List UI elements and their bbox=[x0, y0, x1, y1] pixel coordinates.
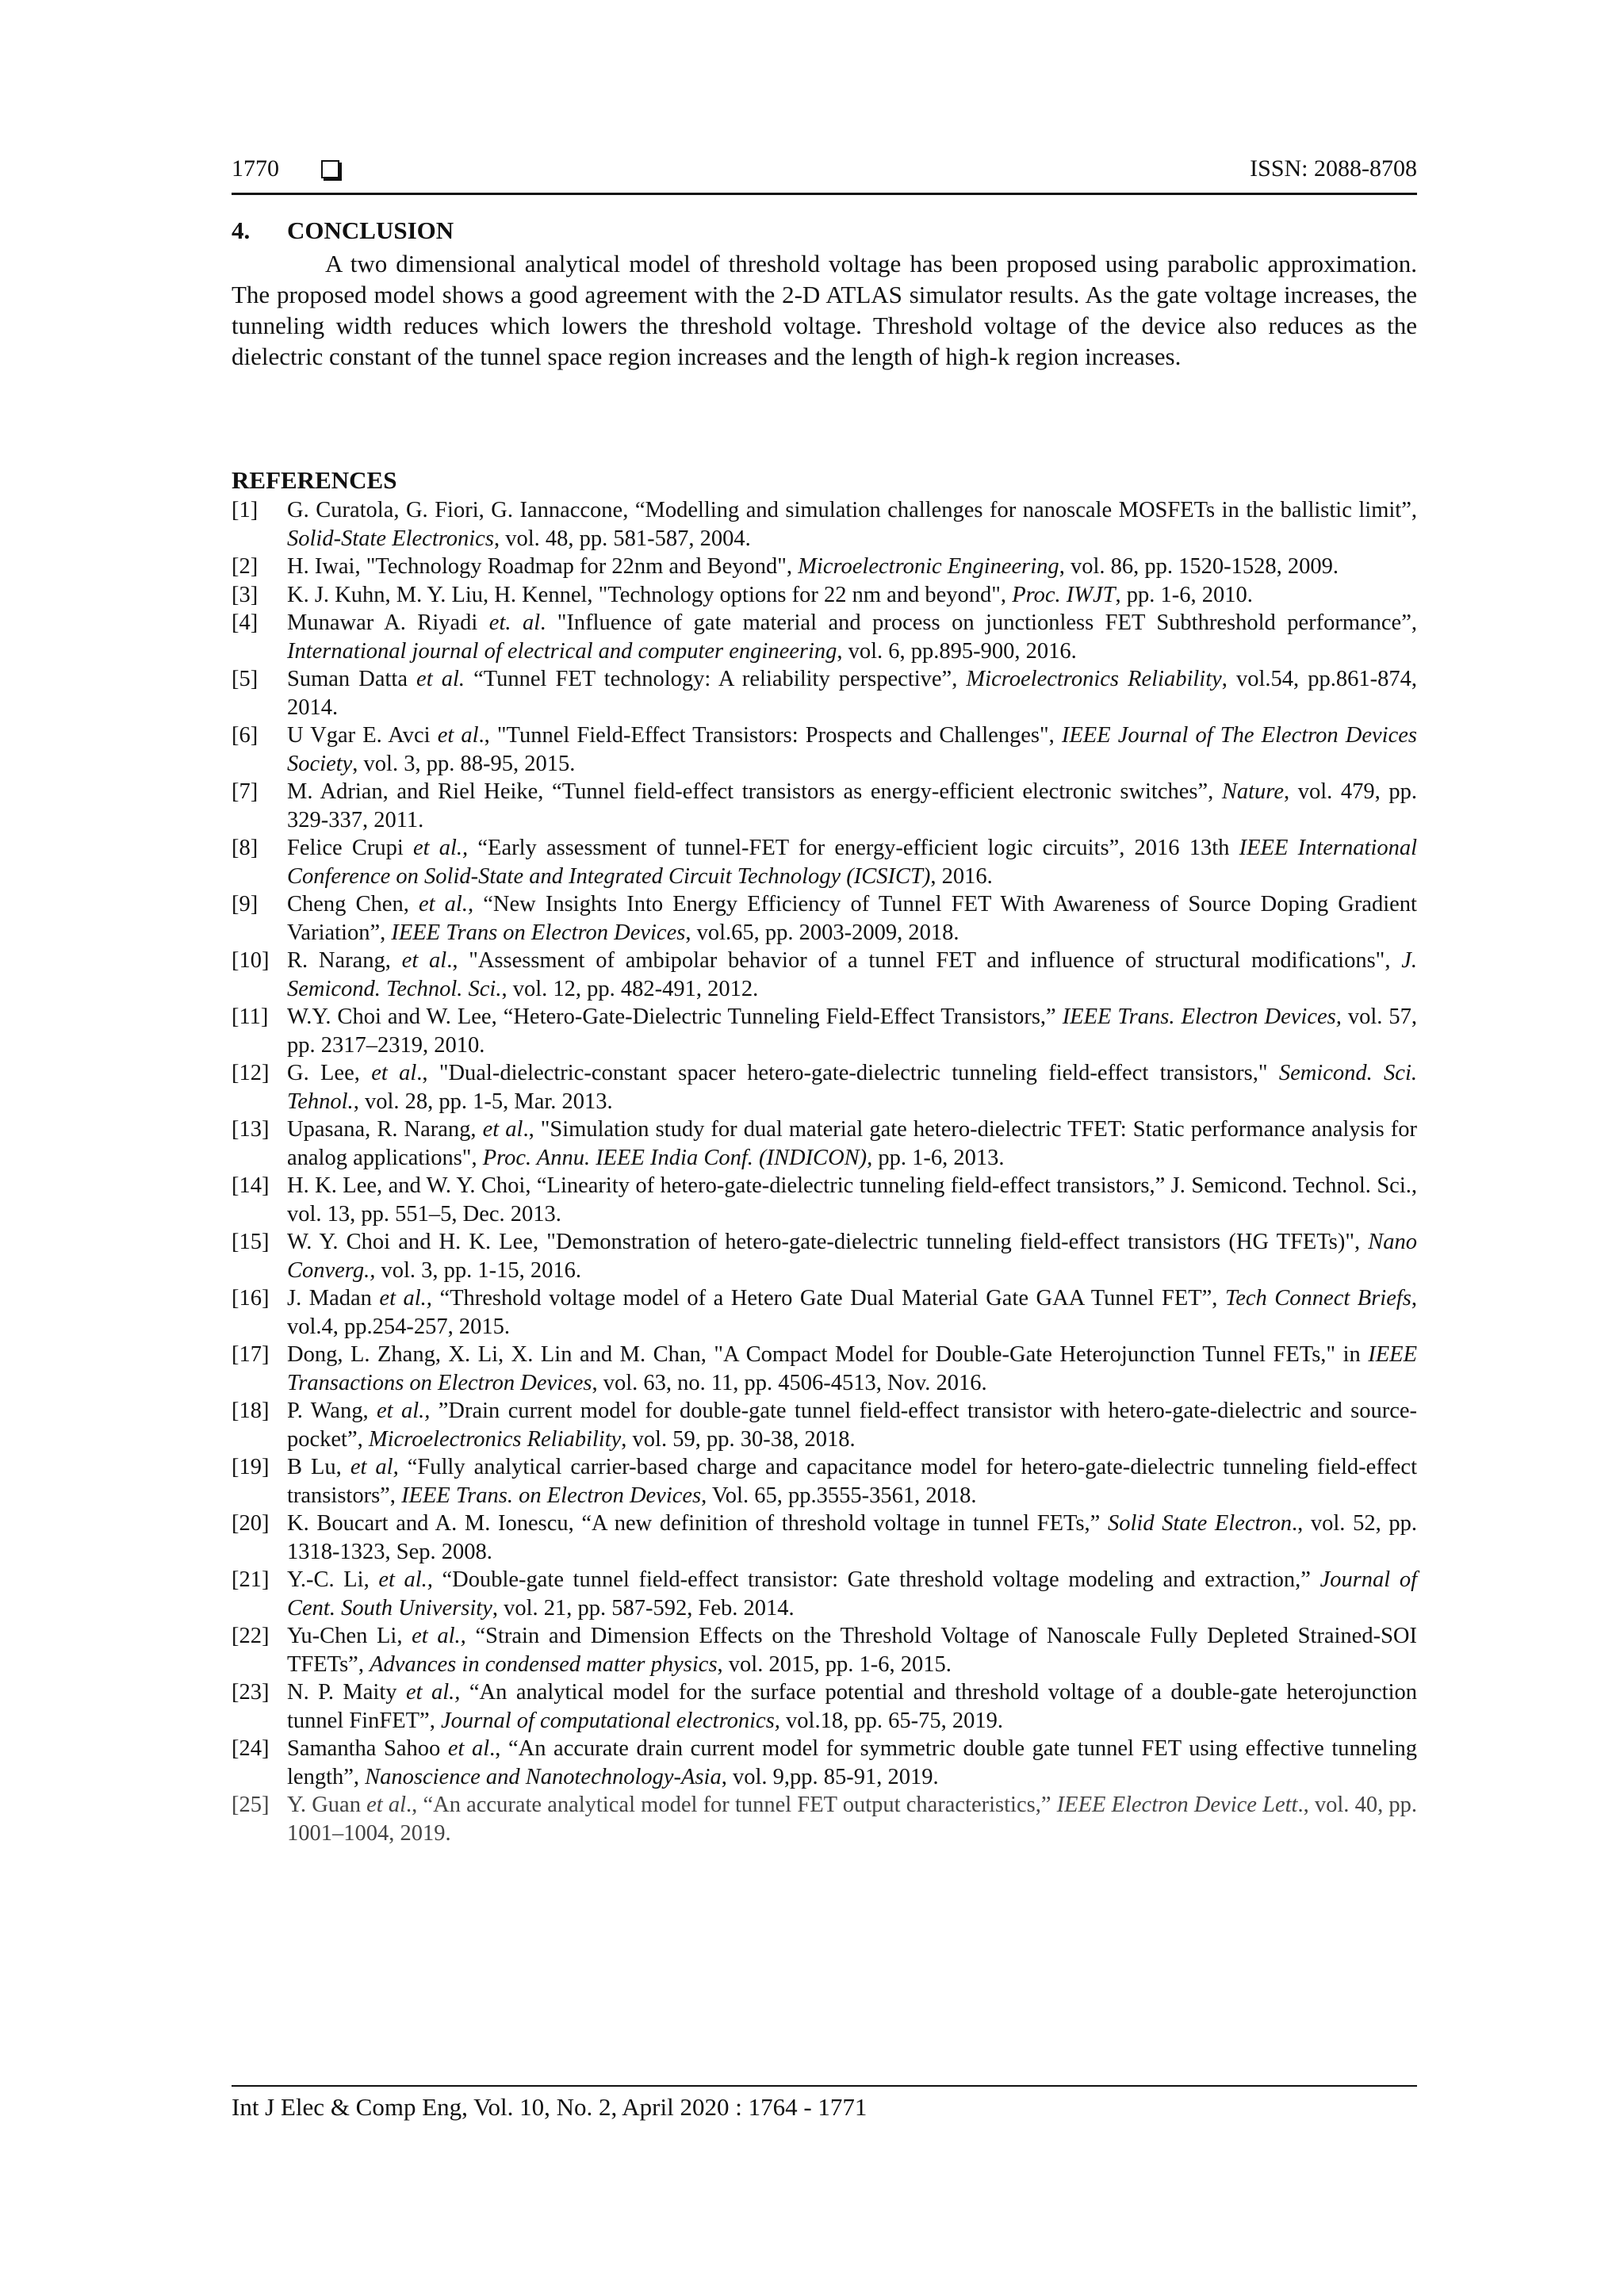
reference-segment: P. Wang, bbox=[287, 1399, 377, 1423]
reference-number: [6] bbox=[232, 723, 259, 748]
reference-text bbox=[287, 1453, 1417, 1510]
reference-segment: , 2016. bbox=[930, 863, 993, 889]
reference-segment: B Lu, bbox=[287, 1455, 350, 1479]
reference-segment: K. Boucart and A. M. Ionescu, “A new definition of threshold voltage in tunnel FETs,” bbox=[287, 1511, 1108, 1536]
reference-segment: , vol.4, pp.254-257, 2015. bbox=[287, 1286, 1417, 1339]
reference-text bbox=[287, 1791, 1417, 1847]
reference-italic: et al., bbox=[418, 892, 474, 916]
reference-item bbox=[232, 553, 1417, 581]
reference-text bbox=[287, 890, 1417, 947]
reference-text bbox=[287, 721, 1417, 778]
reference-segment: Upasana, R. Narang, bbox=[287, 1117, 483, 1142]
reference-number: [14] bbox=[232, 1173, 270, 1198]
reference-segment: Dong, L. Zhang, X. Li, X. Lin and M. Chan, "A Compact Model for Double-Gate Heterojunction Tunnel FETs," in bbox=[287, 1342, 1369, 1367]
reference-italic: Nano Converg., bbox=[287, 1230, 1417, 1283]
reference-segment: , vol. 21, pp. 587-592, Feb. 2014. bbox=[492, 1595, 795, 1621]
reference-italic: Tech Connect Briefs bbox=[1224, 1286, 1411, 1311]
reference-italic: IEEE Trans. Electron Devices, bbox=[1062, 1004, 1342, 1029]
reference-text bbox=[287, 665, 1417, 721]
reference-segment: ., "Tunnel Field-Effect Transistors: Prospects and Challenges", bbox=[478, 723, 1062, 748]
reference-segment: Cheng Chen, bbox=[287, 892, 419, 916]
reference-italic: et al., bbox=[412, 836, 469, 860]
reference-segment: , vol. 3, pp. 88-95, 2015. bbox=[352, 751, 576, 776]
reference-segment: vol.18, pp. 65-75, 2019. bbox=[779, 1708, 1003, 1733]
reference-segment: G. Lee, bbox=[287, 1061, 372, 1085]
reference-item bbox=[232, 665, 1417, 721]
reference-number: [12] bbox=[232, 1061, 270, 1085]
reference-item bbox=[232, 1397, 1417, 1453]
reference-number: [3] bbox=[232, 582, 259, 607]
reference-segment: H. K. Lee, and W. Y. Choi, “Linearity of hetero-gate-dielectric tunneling field-effect transistors,” J. Semicond. Technol. Sci., vol. 13, pp. 551–5, Dec. 2013. bbox=[287, 1173, 1417, 1226]
reference-segment: Felice Crupi bbox=[287, 836, 413, 860]
reference-segment: , vol. 479, pp. 329-337, 2011. bbox=[287, 779, 1417, 832]
reference-segment: , vol.65, pp. 2003-2009, 2018. bbox=[685, 920, 959, 945]
reference-segment: , vol.54, pp.861-874, 2014. bbox=[287, 667, 1417, 720]
reference-item bbox=[232, 1735, 1417, 1791]
reference-segment: Samantha Sahoo bbox=[287, 1736, 448, 1761]
reference-italic: et al., bbox=[376, 1399, 431, 1423]
reference-italic: et al., bbox=[405, 1680, 461, 1705]
reference-italic: et. al bbox=[488, 610, 541, 635]
reference-number: [24] bbox=[232, 1736, 270, 1761]
section-title: CONCLUSION bbox=[287, 216, 454, 244]
reference-text bbox=[287, 1059, 1417, 1115]
reference-segment: “Fully analytical carrier-based charge and capacitance model for hetero-gate-dielectric tunneling field-effect transistors”, bbox=[287, 1455, 1418, 1508]
reference-item bbox=[232, 1341, 1417, 1397]
reference-text bbox=[287, 553, 1417, 581]
reference-segment: Munawar A. Riyadi bbox=[287, 610, 489, 635]
reference-number: [21] bbox=[232, 1567, 270, 1592]
reference-item bbox=[232, 1284, 1417, 1341]
reference-number: [22] bbox=[232, 1624, 270, 1648]
reference-italic: Nature bbox=[1221, 779, 1284, 804]
reference-number: [25] bbox=[232, 1793, 270, 1817]
page-number: 1770 bbox=[232, 155, 279, 182]
reference-segment: U Vgar E. Avci bbox=[287, 723, 438, 748]
section-number: 4. bbox=[232, 216, 251, 244]
reference-text bbox=[287, 609, 1417, 665]
reference-item bbox=[232, 1003, 1417, 1059]
conclusion-text: A two dimensional analytical model of threshold voltage has been proposed using parabolic approximation. The proposed model shows a good agreement with the 2-D ATLAS simulator results. As the gate voltage increases, the tunneling width reduces which lowers the threshold voltage. Threshold voltage of the device also reduces as the dielectric constant of the tunnel space region increases and the length of high-k region increases. bbox=[232, 250, 1417, 370]
reference-item bbox=[232, 496, 1417, 553]
reference-italic: Microelectronic Engineering bbox=[798, 554, 1059, 579]
reference-italic: et al bbox=[482, 1117, 523, 1142]
reference-number: [10] bbox=[232, 948, 270, 973]
reference-italic: et al., bbox=[379, 1286, 432, 1311]
reference-number: [1] bbox=[232, 498, 259, 522]
reference-text bbox=[287, 1678, 1417, 1735]
reference-item bbox=[232, 721, 1417, 778]
reference-text bbox=[287, 834, 1417, 890]
reference-segment: “Early assessment of tunnel-FET for energy-efficient logic circuits”, 2016 13th bbox=[468, 836, 1239, 860]
reference-item bbox=[232, 1566, 1417, 1622]
reference-italic: Microelectronics Reliability bbox=[966, 667, 1222, 691]
reference-item bbox=[232, 581, 1417, 610]
reference-segment: ., “An accurate drain current model for symmetric double gate tunnel FET using effective tunneling length”, bbox=[287, 1736, 1417, 1789]
reference-segment: “Double-gate tunnel field-effect transistor: Gate threshold voltage modeling and extraction,” bbox=[432, 1567, 1320, 1592]
reference-italic: IEEE Trans. on Electron Devices bbox=[401, 1483, 702, 1508]
reference-item bbox=[232, 609, 1417, 665]
reference-number: [23] bbox=[232, 1680, 270, 1705]
reference-number: [8] bbox=[232, 836, 259, 860]
reference-italic: IEEE Transactions on Electron Devices bbox=[287, 1342, 1417, 1395]
reference-segment: , vol. 59, pp. 30-38, 2018. bbox=[621, 1426, 856, 1452]
reference-italic: Microelectronics Reliability bbox=[368, 1426, 622, 1452]
reference-segment: , vol. 6, pp.895-900, 2016. bbox=[837, 638, 1077, 664]
reference-segment: ., vol. 52, pp. 1318-1323, Sep. 2008. bbox=[287, 1511, 1418, 1564]
reference-item bbox=[232, 890, 1417, 947]
reference-segment: J. Madan bbox=[287, 1286, 380, 1311]
reference-segment: vol. 57, pp. 2317–2319, 2010. bbox=[287, 1004, 1418, 1058]
reference-italic: et al bbox=[371, 1061, 417, 1085]
reference-text bbox=[287, 581, 1417, 610]
reference-number: [7] bbox=[232, 779, 259, 804]
reference-segment: K. J. Kuhn, M. Y. Liu, H. Kennel, "Technology options for 22 nm and beyond", bbox=[287, 582, 1013, 607]
page-footer: Int J Elec & Comp Eng, Vol. 10, No. 2, April 2020 : 1764 - 1771 bbox=[232, 2093, 868, 2121]
reference-item bbox=[232, 1678, 1417, 1735]
reference-segment: N. P. Maity bbox=[287, 1680, 406, 1705]
reference-italic: et al, bbox=[350, 1455, 399, 1479]
reference-italic: Solid State Electron bbox=[1107, 1511, 1292, 1536]
reference-segment: “An analytical model for the surface potential and threshold voltage of a double-gate heterojunction tunnel FinFET”, bbox=[287, 1680, 1417, 1733]
reference-segment: , vol. 63, no. 11, pp. 4506-4513, Nov. 2016. bbox=[592, 1370, 987, 1395]
reference-text bbox=[287, 1622, 1417, 1678]
reference-text bbox=[287, 496, 1417, 553]
reference-text bbox=[287, 1003, 1417, 1059]
reference-item bbox=[232, 1228, 1417, 1284]
reference-italic: et al bbox=[366, 1793, 407, 1817]
reference-text bbox=[287, 778, 1417, 834]
reference-segment: R. Narang, bbox=[287, 948, 402, 973]
reference-text bbox=[287, 1172, 1417, 1228]
reference-segment: vol. 3, pp. 1-15, 2016. bbox=[375, 1257, 582, 1283]
reference-item bbox=[232, 834, 1417, 890]
reference-item bbox=[232, 1172, 1417, 1228]
reference-italic: Advances in condensed matter physics bbox=[370, 1651, 718, 1677]
reference-text bbox=[287, 1510, 1417, 1566]
reference-segment: , vol. 86, pp. 1520-1528, 2009. bbox=[1059, 554, 1339, 579]
reference-number: [16] bbox=[232, 1286, 270, 1311]
reference-text bbox=[287, 1341, 1417, 1397]
reference-segment: pp. 1-6, 2013. bbox=[872, 1145, 1005, 1170]
reference-number: [18] bbox=[232, 1399, 270, 1423]
reference-segment: Y. Guan bbox=[287, 1793, 367, 1817]
reference-number: [11] bbox=[232, 1004, 269, 1029]
reference-segment: “Threshold voltage model of a Hetero Gate Dual Material Gate GAA Tunnel FET”, bbox=[431, 1286, 1225, 1311]
reference-text bbox=[287, 1566, 1417, 1622]
reference-segment: “Tunnel FET technology: A reliability perspective”, bbox=[465, 667, 967, 691]
reference-number: [19] bbox=[232, 1455, 270, 1479]
reference-item bbox=[232, 947, 1417, 1003]
reference-segment: , vol. 2015, pp. 1-6, 2015. bbox=[717, 1651, 952, 1677]
reference-segment: , vol. 12, pp. 482-491, 2012. bbox=[501, 976, 759, 1001]
box-icon bbox=[321, 160, 339, 178]
reference-segment: ., vol. 40, pp. 1001–1004, 2019. bbox=[287, 1793, 1418, 1846]
page-header bbox=[232, 155, 1417, 195]
reference-segment: “New Insights Into Energy Efficiency of Tunnel FET With Awareness of Source Doping Gradient Variation”, bbox=[287, 892, 1417, 945]
reference-italic: et al. bbox=[416, 667, 465, 691]
reference-segment: . "Influence of gate material and process on junctionless FET Subthreshold performance”, bbox=[540, 610, 1417, 635]
reference-segment: ., "Assessment of ambipolar behavior of a tunnel FET and influence of structural modifications", bbox=[446, 948, 1402, 973]
reference-number: [9] bbox=[232, 892, 259, 916]
reference-italic: et al bbox=[401, 948, 447, 973]
reference-item bbox=[232, 1510, 1417, 1566]
reference-number: [13] bbox=[232, 1117, 270, 1142]
reference-item bbox=[232, 778, 1417, 834]
reference-text bbox=[287, 1228, 1417, 1284]
reference-text bbox=[287, 1397, 1417, 1453]
references-heading: REFERENCES bbox=[232, 466, 397, 494]
reference-italic: Journal of computational electronics, bbox=[440, 1708, 780, 1733]
header-rule bbox=[232, 193, 1417, 195]
reference-italic: International journal of electrical and computer engineering bbox=[287, 638, 837, 664]
reference-segment: G. Curatola, G. Fiori, G. Iannaccone, “Modelling and simulation challenges for nanoscale MOSFETs in the ballistic limit”, bbox=[287, 498, 1417, 522]
reference-segment: , vol. 9,pp. 85-91, 2019. bbox=[721, 1764, 939, 1789]
reference-italic: IEEE International Conference on Solid-State and Integrated Circuit Technology (ICSICT) bbox=[287, 836, 1417, 889]
reference-number: [4] bbox=[232, 610, 259, 635]
reference-segment: , vol. 48, pp. 581-587, 2004. bbox=[493, 526, 751, 551]
footer-rule bbox=[232, 2085, 1417, 2087]
reference-text bbox=[287, 1284, 1417, 1341]
reference-segment: H. Iwai, "Technology Roadmap for 22nm and Beyond", bbox=[287, 554, 799, 579]
reference-italic: et al., bbox=[378, 1567, 433, 1592]
reference-segment: ., “An accurate analytical model for tunnel FET output characteristics,” bbox=[406, 1793, 1057, 1817]
reference-segment: M. Adrian, and Riel Heike, “Tunnel field-effect transistors as energy-efficient electronic switches”, bbox=[287, 779, 1222, 804]
reference-item bbox=[232, 1059, 1417, 1115]
reference-italic: Proc. IWJT bbox=[1012, 582, 1116, 607]
reference-segment: , vol. 28, pp. 1-5, Mar. 2013. bbox=[353, 1089, 613, 1114]
reference-item bbox=[232, 1791, 1417, 1847]
reference-item bbox=[232, 1622, 1417, 1678]
reference-segment: ., "Simulation study for dual material gate hetero-dielectric TFET: Static performance analysis for analog applications", bbox=[287, 1117, 1417, 1170]
reference-italic: IEEE Trans on Electron Devices bbox=[391, 920, 686, 945]
reference-number: [2] bbox=[232, 554, 259, 579]
reference-number: [17] bbox=[232, 1342, 270, 1367]
reference-text bbox=[287, 947, 1417, 1003]
reference-segment: “Strain and Dimension Effects on the Threshold Voltage of Nanoscale Fully Depleted Strained-SOI TFETs”, bbox=[287, 1624, 1418, 1677]
reference-list bbox=[232, 496, 1417, 1847]
reference-text bbox=[287, 1115, 1417, 1172]
reference-item bbox=[232, 1453, 1417, 1510]
reference-italic: IEEE Journal of The Electron Devices Society bbox=[287, 723, 1417, 776]
reference-segment: Yu-Chen Li, bbox=[287, 1624, 412, 1648]
reference-segment: W.Y. Choi and W. Lee, “Hetero-Gate-Dielectric Tunneling Field-Effect Transistors,” bbox=[287, 1004, 1063, 1029]
reference-italic: Solid-State Electronics bbox=[287, 526, 494, 551]
reference-segment: Y.-C. Li, bbox=[287, 1567, 379, 1592]
reference-segment: ”Drain current model for double-gate tunnel field-effect transistor with hetero-gate-dielectric and source-pocket”, bbox=[287, 1399, 1417, 1452]
reference-segment: , pp. 1-6, 2010. bbox=[1115, 582, 1253, 607]
reference-italic: et al., bbox=[412, 1624, 466, 1648]
reference-italic: Nanoscience and Nanotechnology-Asia bbox=[365, 1764, 722, 1789]
reference-italic: Semicond. Sci. Tehnol. bbox=[287, 1061, 1417, 1114]
reference-segment: W. Y. Choi and H. K. Lee, "Demonstration of hetero-gate-dielectric tunneling field-effect transistors (HG TFETs)", bbox=[287, 1230, 1369, 1254]
reference-italic: J. Semicond. Technol. Sci. bbox=[287, 948, 1417, 1001]
issn: ISSN: 2088-8708 bbox=[1250, 155, 1417, 182]
reference-item bbox=[232, 1115, 1417, 1172]
reference-segment: Suman Datta bbox=[287, 667, 417, 691]
reference-number: [20] bbox=[232, 1511, 270, 1536]
reference-segment: ., "Dual-dielectric-constant spacer hetero-gate-dielectric tunneling field-effect transistors," bbox=[416, 1061, 1279, 1085]
reference-italic: Proc. Annu. IEEE India Conf. (INDICON), bbox=[482, 1145, 873, 1170]
reference-text bbox=[287, 1735, 1417, 1791]
reference-number: [5] bbox=[232, 667, 259, 691]
reference-segment: , Vol. 65, pp.3555-3561, 2018. bbox=[701, 1483, 977, 1508]
reference-italic: Journal of Cent. South University bbox=[287, 1567, 1417, 1621]
reference-italic: IEEE Electron Device Lett bbox=[1056, 1793, 1298, 1817]
reference-italic: et al bbox=[447, 1736, 490, 1761]
conclusion-heading bbox=[232, 216, 454, 245]
reference-number: [15] bbox=[232, 1230, 270, 1254]
reference-italic: et al bbox=[437, 723, 479, 748]
